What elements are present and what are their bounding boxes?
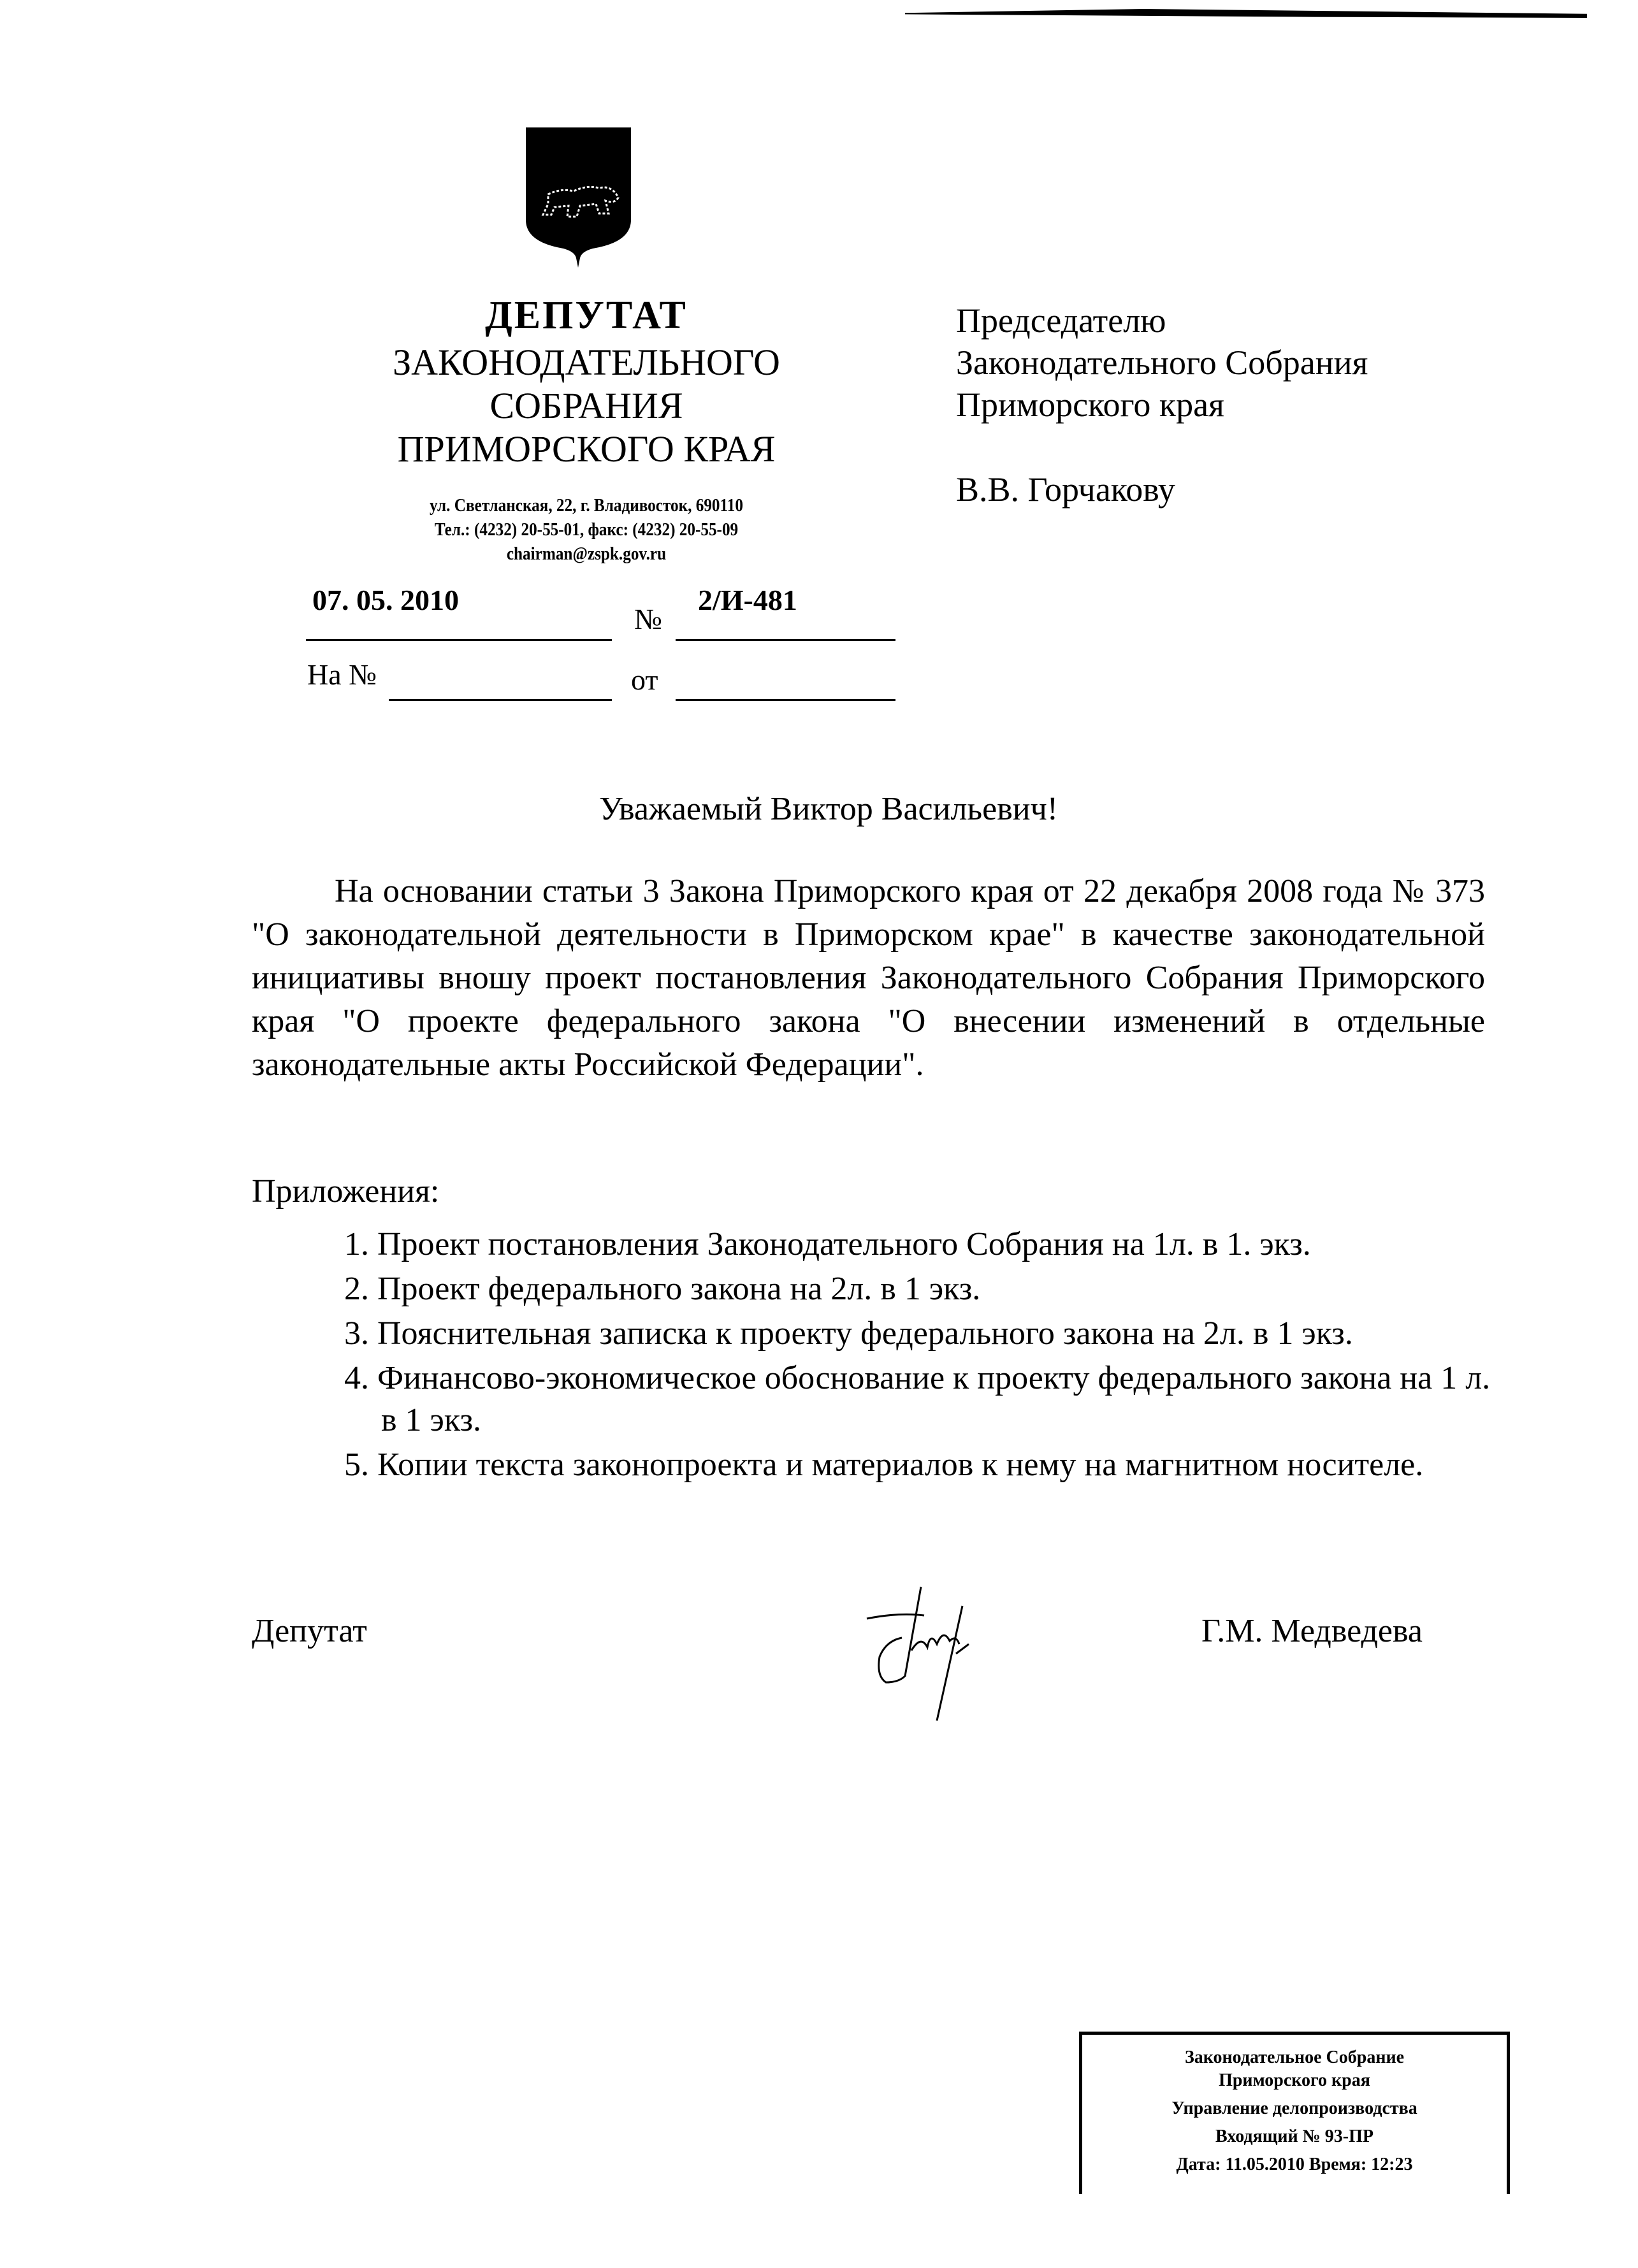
sender-contacts [334,494,839,567]
from-underline [676,699,895,701]
sender-title: ДЕПУТАТ [485,294,688,337]
reply-to-underline [389,699,612,701]
attachments-title: Приложения: [252,1173,440,1210]
recipient-line: Приморского края [956,386,1224,424]
recipient-line: Законодательного Собрания [956,343,1368,382]
outgoing-number: 2/И-481 [698,584,797,616]
reply-to-label: На № [307,658,377,691]
handwritten-signature-icon [841,1580,1007,1721]
incoming-registration-stamp [1079,2032,1510,2194]
scan-edge-mark [905,9,1587,18]
number-sign: № [634,603,662,635]
number-underline [676,639,895,641]
outgoing-date: 07. 05. 2010 [312,584,459,616]
attachment-item: 4. Финансово-экономическое обоснование к проекту федерального закона на 1 л. в 1 экз. [344,1360,1491,1438]
sender-phone: Тел.: (4232) 20-55-01, факс: (4232) 20-55-09 [434,520,739,540]
date-underline [306,639,612,641]
attachments-list [344,1224,1491,1489]
stamp-incoming-number: Входящий № 93-ПР [1215,2127,1373,2146]
sender-address: ул. Светланская, 22, г. Владивосток, 690110 [430,496,743,516]
stamp-line: Приморского края [1219,2070,1370,2090]
recipient-line: Председателю [956,301,1166,340]
attachment-item: 5. Копии текста законопроекта и материалов к нему на магнитном носителе. [344,1447,1424,1483]
attachment-item: 2. Проект федерального закона на 2л. в 1 экз. [344,1271,981,1307]
greeting: Уважаемый Виктор Васильевич! [599,791,1059,827]
stamp-date-time: Дата: 11.05.2010 Время: 12:23 [1176,2155,1413,2174]
body-paragraph: На основании статьи 3 Закона Приморского края от 22 декабря 2008 года № 373 "О законодательной деятельности в Приморском крае" в качестве законодательной инициативы вношу проект постановления Законодательного Собрания Приморского края "О проекте федерального закона "О внесении изменений в отдельные законодательные акты Российской Федерации". [252,873,1485,1083]
from-label: от [631,663,658,696]
sender-line: ПРИМОРСКОГО КРАЯ [397,428,776,470]
signer-role: Депутат [252,1613,367,1649]
sender-email: chairman@zspk.gov.ru [506,544,667,564]
sender-line: ЗАКОНОДАТЕЛЬНОГО [393,342,780,383]
signer-name: Г.М. Медведева [1201,1613,1423,1649]
recipient-name: В.В. Горчакову [956,470,1175,509]
attachment-item: 3. Пояснительная записка к проекту федерального закона на 2л. в 1 экз. [344,1315,1353,1352]
attachment-item: 1. Проект постановления Законодательного Собрания на 1л. в 1. экз. [344,1226,1311,1262]
coat-of-arms-icon [523,124,634,268]
stamp-line: Управление делопроизводства [1171,2098,1417,2118]
sender-line: СОБРАНИЯ [489,385,683,426]
stamp-line: Законодательное Собрание [1184,2048,1405,2067]
